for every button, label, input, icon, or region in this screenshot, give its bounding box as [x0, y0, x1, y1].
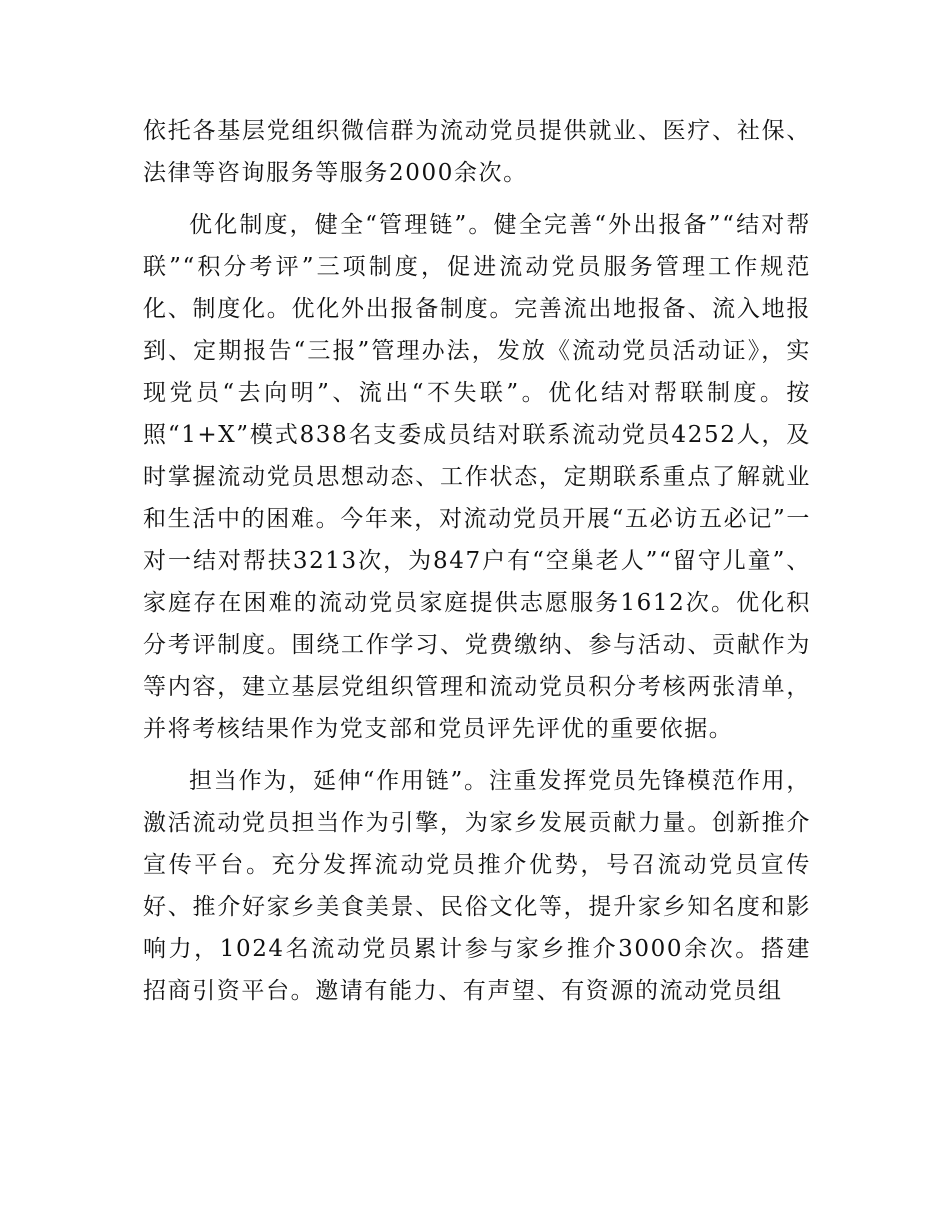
paragraph-2: 优化制度，健全“管理链”。健全完善“外出报备”“结对帮联”“积分考评”三项制度，促进流动党员服务管理工作规范化、制度化。优化外出报备制度。完善流出地报备、流入地报到、定期报告“三报”管理办法，发放《流动党员活动证》，实现党员“去向明”、流出“不失联”。优化结对帮联制度。按照“1+X”模式838名支委成员结对联系流动党员4252人，及时掌握流动党员思想动态、工作状态，定期联系重点了解就业和生活中的困难。今年来，对流动党员开展“五必访五必记”一对一结对帮扶3213次，为847户有“空巢老人”“留守儿童”、家庭存在困难的流动党员家庭提供志愿服务1612次。优化积分考评制度。围绕工作学习、党费缴纳、参与活动、贡献作为等内容，建立基层党组织管理和流动党员积分考核两张清单，并将考核结果作为党支部和党员评先评优的重要依据。	[143, 212, 811, 742]
document-page	[143, 110, 811, 1022]
paragraph-1: 依托各基层党组织微信群为流动党员提供就业、医疗、社保、法律等咨询服务等服务2000余次。	[143, 118, 811, 186]
paragraph-3: 担当作为，延伸“作用链”。注重发挥党员先锋模范作用，激活流动党员担当作为引擎，为家乡发展贡献力量。创新推介宣传平台。充分发挥流动党员推介优势，号召流动党员宣传好、推介好家乡美食美景、民俗文化等，提升家乡知名度和影响力，1024名流动党员累计参与家乡推介3000余次。搭建招商引资平台。邀请有能力、有声望、有资源的流动党员组	[143, 768, 811, 1004]
